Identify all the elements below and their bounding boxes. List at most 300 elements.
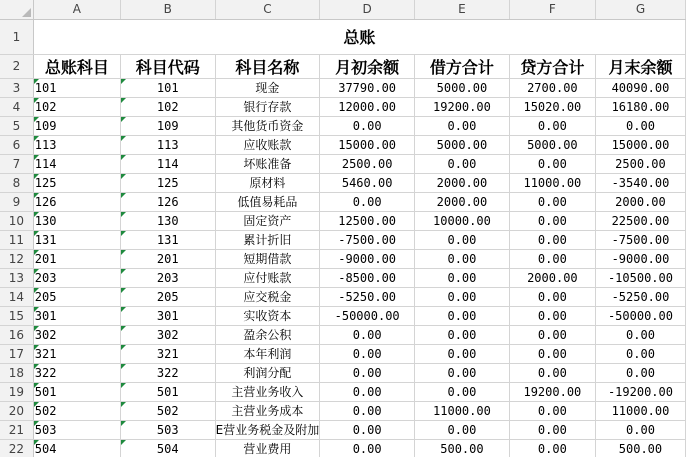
- cell-credit-total[interactable]: [509, 116, 595, 135]
- cell-code[interactable]: [120, 382, 215, 401]
- cell-closing-balance-value: 0.00: [626, 365, 655, 380]
- cell-opening-balance-value: -8500.00: [338, 270, 397, 285]
- row-header[interactable]: 19: [0, 382, 33, 401]
- cell-account-name-value: 低值易耗品: [237, 195, 298, 209]
- cell-debit-total[interactable]: [415, 382, 510, 401]
- cell-code-value: 503: [156, 422, 179, 437]
- cell-account[interactable]: [33, 173, 120, 192]
- cell-code[interactable]: [120, 230, 215, 249]
- cell-opening-balance[interactable]: [320, 382, 415, 401]
- cell-account-name-value: 短期借款: [243, 252, 292, 266]
- cell-closing-balance-value: -19200.00: [607, 384, 673, 399]
- row-header[interactable]: 8: [0, 173, 33, 192]
- cell-debit-total[interactable]: [415, 97, 510, 116]
- cell-opening-balance[interactable]: [320, 211, 415, 230]
- cell-credit-total[interactable]: [509, 154, 595, 173]
- cell-credit-total[interactable]: [509, 401, 595, 420]
- cell-code-value: 130: [156, 213, 179, 228]
- cell-account-name[interactable]: [215, 363, 320, 382]
- column-header-f[interactable]: F: [509, 0, 595, 19]
- cell-account-value: 125: [34, 175, 57, 190]
- cell-closing-balance[interactable]: [595, 154, 685, 173]
- cell-account[interactable]: [33, 306, 120, 325]
- select-all-icon: [22, 8, 31, 17]
- cell-opening-balance[interactable]: [320, 192, 415, 211]
- cell-account-value: 301: [34, 308, 57, 323]
- cell-code-value: 321: [156, 346, 179, 361]
- row-header[interactable]: 14: [0, 287, 33, 306]
- cell-account-name-value: 其他货币资金: [231, 119, 304, 133]
- cell-code-value: 322: [156, 365, 179, 380]
- cell-account-name[interactable]: [215, 78, 320, 97]
- cell-opening-balance[interactable]: [320, 135, 415, 154]
- cell-closing-balance[interactable]: [595, 306, 685, 325]
- cell-account-name[interactable]: [215, 420, 320, 439]
- cell-credit-total[interactable]: [509, 439, 595, 457]
- cell-closing-balance[interactable]: [595, 249, 685, 268]
- cell-debit-total[interactable]: [415, 116, 510, 135]
- cell-debit-total[interactable]: [415, 420, 510, 439]
- error-indicator-icon: [121, 193, 126, 198]
- cell-account-value: 130: [34, 213, 57, 228]
- cell-closing-balance[interactable]: [595, 173, 685, 192]
- row-header[interactable]: 20: [0, 401, 33, 420]
- cell-opening-balance-value: -5250.00: [338, 289, 397, 304]
- cell-opening-balance-value: 0.00: [352, 365, 382, 380]
- row-header[interactable]: 17: [0, 344, 33, 363]
- cell-account[interactable]: [33, 401, 120, 420]
- cell-closing-balance[interactable]: [595, 439, 685, 457]
- cell-account-value: 321: [34, 346, 57, 361]
- cell-account-name-value: E营业务税金及附加: [215, 423, 320, 437]
- error-indicator-icon: [121, 136, 126, 141]
- cell-opening-balance[interactable]: [320, 230, 415, 249]
- cell-closing-balance[interactable]: [595, 420, 685, 439]
- error-indicator-icon: [121, 288, 126, 293]
- cell-credit-total[interactable]: [509, 287, 595, 306]
- cell-closing-balance-value: 0.00: [626, 327, 655, 342]
- select-all-corner[interactable]: [0, 0, 33, 19]
- cell-account-name-value: 盈余公积: [243, 328, 292, 342]
- cell-code[interactable]: [120, 344, 215, 363]
- cell-credit-total-value: 2700.00: [527, 80, 578, 95]
- table-row: [0, 363, 686, 382]
- cell-account-value: 205: [34, 289, 57, 304]
- cell-debit-total[interactable]: [415, 192, 510, 211]
- cell-credit-total-value: 0.00: [537, 232, 567, 247]
- cell-credit-total[interactable]: [509, 97, 595, 116]
- cell-credit-total[interactable]: [509, 211, 595, 230]
- cell-account-name[interactable]: [215, 382, 320, 401]
- cell-credit-total[interactable]: [509, 78, 595, 97]
- cell-credit-total[interactable]: [509, 344, 595, 363]
- cell-code[interactable]: [120, 211, 215, 230]
- error-indicator-icon: [121, 326, 126, 331]
- row-header[interactable]: 5: [0, 116, 33, 135]
- cell-closing-balance-value: -3540.00: [611, 175, 670, 190]
- cell-closing-balance[interactable]: [595, 382, 685, 401]
- cell-opening-balance[interactable]: [320, 268, 415, 287]
- cell-code[interactable]: [120, 287, 215, 306]
- cell-account[interactable]: [33, 78, 120, 97]
- error-indicator-icon: [34, 155, 39, 160]
- table-row: [0, 249, 686, 268]
- cell-closing-balance-value: 2500.00: [615, 156, 666, 171]
- cell-closing-balance[interactable]: [595, 192, 685, 211]
- cell-opening-balance[interactable]: [320, 116, 415, 135]
- cell-opening-balance[interactable]: [320, 249, 415, 268]
- cell-code[interactable]: [120, 97, 215, 116]
- cell-credit-total-value: 0.00: [537, 251, 567, 266]
- cell-opening-balance[interactable]: [320, 363, 415, 382]
- cell-closing-balance-value: 0.00: [626, 422, 655, 437]
- row-header[interactable]: 22: [0, 439, 33, 457]
- row-header[interactable]: 2: [0, 54, 33, 78]
- row-header[interactable]: 13: [0, 268, 33, 287]
- cell-credit-total[interactable]: [509, 192, 595, 211]
- cell-code[interactable]: [120, 268, 215, 287]
- cell-debit-total-value: 0.00: [447, 365, 477, 380]
- cell-debit-total[interactable]: [415, 230, 510, 249]
- cell-opening-balance[interactable]: [320, 344, 415, 363]
- cell-credit-total[interactable]: [509, 363, 595, 382]
- cell-account-name-value: 坏账准备: [243, 157, 292, 171]
- error-indicator-icon: [121, 269, 126, 274]
- cell-code-value: 301: [156, 308, 179, 323]
- column-header-a[interactable]: A: [33, 0, 120, 19]
- cell-account-name[interactable]: [215, 211, 320, 230]
- cell-code[interactable]: [120, 116, 215, 135]
- header-cell-code[interactable]: 科目代码: [120, 54, 215, 78]
- cell-account-name[interactable]: [215, 325, 320, 344]
- table-row: [0, 135, 686, 154]
- cell-credit-total-value: 0.00: [537, 289, 567, 304]
- cell-opening-balance-value: 2500.00: [341, 156, 393, 171]
- cell-account-name[interactable]: [215, 230, 320, 249]
- cell-account-name-value: 累计折旧: [243, 233, 292, 247]
- cell-debit-total-value: 19200.00: [433, 99, 491, 114]
- table-row: [0, 420, 686, 439]
- error-indicator-icon: [34, 326, 39, 331]
- cell-account-name-value: 主营业务收入: [231, 385, 304, 399]
- cell-credit-total-value: 5000.00: [527, 137, 578, 152]
- cell-code-value: 502: [156, 403, 179, 418]
- cell-code-value: 101: [156, 80, 179, 95]
- cell-debit-total-value: 10000.00: [433, 213, 491, 228]
- table-row: [0, 97, 686, 116]
- row-header[interactable]: 7: [0, 154, 33, 173]
- cell-account-value: 101: [34, 80, 57, 95]
- cell-account[interactable]: [33, 154, 120, 173]
- cell-closing-balance[interactable]: [595, 268, 685, 287]
- row-header[interactable]: 6: [0, 135, 33, 154]
- cell-account[interactable]: [33, 420, 120, 439]
- cell-code[interactable]: [120, 192, 215, 211]
- header-cell-debit-total[interactable]: 借方合计: [415, 54, 510, 78]
- cell-account-name-value: 利润分配: [243, 366, 292, 380]
- cell-credit-total[interactable]: [509, 268, 595, 287]
- cell-closing-balance[interactable]: [595, 135, 685, 154]
- cell-code-value: 109: [156, 118, 179, 133]
- cell-opening-balance[interactable]: [320, 97, 415, 116]
- column-header-b[interactable]: B: [120, 0, 215, 19]
- row-header[interactable]: 18: [0, 363, 33, 382]
- cell-account-name[interactable]: [215, 306, 320, 325]
- cell-code[interactable]: [120, 401, 215, 420]
- table-row: [0, 287, 686, 306]
- cell-account-name[interactable]: [215, 268, 320, 287]
- cell-closing-balance[interactable]: [595, 230, 685, 249]
- cell-closing-balance-value: 11000.00: [611, 403, 670, 418]
- cell-account-name[interactable]: [215, 173, 320, 192]
- cell-account-name[interactable]: [215, 344, 320, 363]
- error-indicator-icon: [34, 174, 39, 179]
- cell-debit-total[interactable]: [415, 401, 510, 420]
- cell-closing-balance[interactable]: [595, 401, 685, 420]
- header-cell-name[interactable]: 科目名称: [215, 54, 320, 78]
- table-row: [0, 230, 686, 249]
- cell-code-value: 102: [156, 99, 179, 114]
- cell-code[interactable]: [120, 78, 215, 97]
- cell-opening-balance-value: 37790.00: [338, 80, 397, 95]
- row-header[interactable]: 4: [0, 97, 33, 116]
- cell-account-name-value: 本年利润: [243, 347, 292, 361]
- table-row: [0, 268, 686, 287]
- cell-account[interactable]: [33, 325, 120, 344]
- cell-debit-total[interactable]: [415, 344, 510, 363]
- cell-account-name[interactable]: [215, 192, 320, 211]
- cell-opening-balance-value: 0.00: [352, 194, 382, 209]
- cell-opening-balance-value: 0.00: [352, 441, 382, 456]
- cell-closing-balance[interactable]: [595, 344, 685, 363]
- cell-code[interactable]: [120, 154, 215, 173]
- cell-debit-total[interactable]: [415, 173, 510, 192]
- cell-debit-total[interactable]: [415, 154, 510, 173]
- cell-debit-total[interactable]: [415, 135, 510, 154]
- cell-debit-total[interactable]: [415, 363, 510, 382]
- cell-account[interactable]: [33, 382, 120, 401]
- cell-account-name[interactable]: [215, 287, 320, 306]
- cell-debit-total[interactable]: [415, 287, 510, 306]
- cell-account[interactable]: [33, 287, 120, 306]
- cell-account-name[interactable]: [215, 135, 320, 154]
- header-cell-closing-balance[interactable]: 月末余额: [595, 54, 685, 78]
- cell-credit-total[interactable]: [509, 325, 595, 344]
- row-header[interactable]: 15: [0, 306, 33, 325]
- error-indicator-icon: [34, 421, 39, 426]
- cell-debit-total-value: 0.00: [447, 118, 477, 133]
- error-indicator-icon: [34, 269, 39, 274]
- cell-opening-balance-value: -9000.00: [338, 251, 397, 266]
- cell-credit-total[interactable]: [509, 382, 595, 401]
- cell-opening-balance[interactable]: [320, 78, 415, 97]
- row-header[interactable]: 9: [0, 192, 33, 211]
- error-indicator-icon: [121, 231, 126, 236]
- cell-opening-balance-value: 0.00: [352, 403, 382, 418]
- cell-credit-total[interactable]: [509, 306, 595, 325]
- cell-credit-total-value: 0.00: [537, 403, 567, 418]
- table-row: [0, 154, 686, 173]
- cell-opening-balance[interactable]: [320, 439, 415, 457]
- cell-account-name-value: 主营业务成本: [231, 404, 304, 418]
- cell-code[interactable]: [120, 306, 215, 325]
- cell-account[interactable]: [33, 135, 120, 154]
- cell-closing-balance[interactable]: [595, 363, 685, 382]
- cell-account-name[interactable]: [215, 249, 320, 268]
- cell-account-value: 102: [34, 99, 57, 114]
- cell-account[interactable]: [33, 363, 120, 382]
- cell-opening-balance-value: -7500.00: [338, 232, 397, 247]
- cell-credit-total-value: 19200.00: [523, 384, 582, 399]
- cell-account[interactable]: [33, 192, 120, 211]
- cell-debit-total[interactable]: [415, 306, 510, 325]
- cell-code[interactable]: [120, 420, 215, 439]
- cell-debit-total[interactable]: [415, 439, 510, 457]
- cell-closing-balance-value: 22500.00: [611, 213, 670, 228]
- column-header-e[interactable]: E: [415, 0, 510, 19]
- cell-code-value: 302: [156, 327, 179, 342]
- sheet-title-cell[interactable]: 总账: [33, 19, 685, 54]
- cell-closing-balance-value: 0.00: [626, 346, 655, 361]
- cell-credit-total[interactable]: [509, 420, 595, 439]
- cell-debit-total-value: 0.00: [447, 346, 477, 361]
- error-indicator-icon: [34, 250, 39, 255]
- table-row: [0, 173, 686, 192]
- cell-debit-total[interactable]: [415, 211, 510, 230]
- cell-credit-total[interactable]: [509, 173, 595, 192]
- row-header[interactable]: 21: [0, 420, 33, 439]
- cell-account[interactable]: [33, 268, 120, 287]
- table-row: [0, 211, 686, 230]
- error-indicator-icon: [121, 402, 126, 407]
- cell-closing-balance[interactable]: [595, 211, 685, 230]
- error-indicator-icon: [34, 307, 39, 312]
- cell-closing-balance-value: 2000.00: [615, 194, 666, 209]
- cell-closing-balance[interactable]: [595, 78, 685, 97]
- cell-account-name-value: 实收资本: [243, 309, 292, 323]
- cell-opening-balance[interactable]: [320, 173, 415, 192]
- cell-closing-balance[interactable]: [595, 97, 685, 116]
- cell-credit-total[interactable]: [509, 249, 595, 268]
- cell-code[interactable]: [120, 439, 215, 457]
- cell-code-value: 113: [156, 137, 179, 152]
- row-header[interactable]: 1: [0, 19, 33, 54]
- cell-account-name[interactable]: [215, 401, 320, 420]
- cell-debit-total[interactable]: [415, 78, 510, 97]
- cell-code[interactable]: [120, 363, 215, 382]
- cell-credit-total[interactable]: [509, 135, 595, 154]
- cell-code[interactable]: [120, 325, 215, 344]
- error-indicator-icon: [34, 440, 39, 445]
- cell-account-value: 503: [34, 422, 57, 437]
- error-indicator-icon: [121, 250, 126, 255]
- error-indicator-icon: [121, 212, 126, 217]
- cell-account-name[interactable]: [215, 439, 320, 457]
- column-header-c[interactable]: C: [215, 0, 320, 19]
- column-header-g[interactable]: G: [595, 0, 685, 19]
- row-header[interactable]: 12: [0, 249, 33, 268]
- cell-debit-total-value: 2000.00: [436, 175, 488, 190]
- cell-credit-total-value: 0.00: [537, 327, 567, 342]
- cell-account-value: 501: [34, 384, 57, 399]
- cell-credit-total-value: 0.00: [537, 156, 567, 171]
- row-header[interactable]: 11: [0, 230, 33, 249]
- header-cell-credit-total[interactable]: 贷方合计: [509, 54, 595, 78]
- cell-account[interactable]: [33, 249, 120, 268]
- cell-opening-balance[interactable]: [320, 420, 415, 439]
- row-header[interactable]: 3: [0, 78, 33, 97]
- cell-closing-balance[interactable]: [595, 116, 685, 135]
- cell-account[interactable]: [33, 230, 120, 249]
- error-indicator-icon: [34, 117, 39, 122]
- cell-code[interactable]: [120, 135, 215, 154]
- cell-debit-total-value: 0.00: [447, 289, 477, 304]
- cell-debit-total-value: 0.00: [447, 156, 477, 171]
- cell-account-value: 201: [34, 251, 57, 266]
- cell-debit-total-value: 0.00: [447, 270, 477, 285]
- cell-opening-balance[interactable]: [320, 401, 415, 420]
- cell-opening-balance-value: -50000.00: [334, 308, 400, 323]
- cell-credit-total-value: 0.00: [537, 365, 567, 380]
- cell-opening-balance[interactable]: [320, 306, 415, 325]
- cell-account[interactable]: [33, 439, 120, 457]
- cell-opening-balance[interactable]: [320, 154, 415, 173]
- cell-credit-total[interactable]: [509, 230, 595, 249]
- cell-code[interactable]: [120, 173, 215, 192]
- cell-account-value: 113: [34, 137, 57, 152]
- cell-account-name[interactable]: [215, 154, 320, 173]
- cell-account[interactable]: [33, 116, 120, 135]
- cell-credit-total-value: 0.00: [537, 308, 567, 323]
- cell-debit-total[interactable]: [415, 325, 510, 344]
- cell-closing-balance-value: -50000.00: [607, 308, 673, 323]
- cell-credit-total-value: 0.00: [537, 441, 567, 456]
- cell-account-name[interactable]: [215, 97, 320, 116]
- cell-opening-balance[interactable]: [320, 287, 415, 306]
- cell-account[interactable]: [33, 211, 120, 230]
- table-row: [0, 382, 686, 401]
- header-cell-account[interactable]: 总账科目: [33, 54, 120, 78]
- cell-closing-balance-value: 15000.00: [611, 137, 670, 152]
- cell-debit-total-value: 0.00: [447, 327, 477, 342]
- column-header-d[interactable]: D: [320, 0, 415, 19]
- cell-opening-balance[interactable]: [320, 325, 415, 344]
- cell-account-name-value: 银行存款: [243, 100, 292, 114]
- cell-account[interactable]: [33, 97, 120, 116]
- cell-code[interactable]: [120, 249, 215, 268]
- cell-account[interactable]: [33, 344, 120, 363]
- cell-code-value: 501: [156, 384, 179, 399]
- cell-closing-balance[interactable]: [595, 287, 685, 306]
- cell-closing-balance[interactable]: [595, 325, 685, 344]
- cell-account-name[interactable]: [215, 116, 320, 135]
- row-header[interactable]: 10: [0, 211, 33, 230]
- table-row: [0, 306, 686, 325]
- cell-opening-balance-value: 0.00: [352, 384, 382, 399]
- cell-credit-total-value: 0.00: [537, 194, 567, 209]
- error-indicator-icon: [121, 307, 126, 312]
- cell-code-value: 203: [156, 270, 179, 285]
- cell-credit-total-value: 15020.00: [523, 99, 582, 114]
- cell-code-value: 504: [156, 441, 179, 456]
- cell-closing-balance-value: -10500.00: [607, 270, 673, 285]
- cell-credit-total-value: 11000.00: [523, 175, 582, 190]
- cell-debit-total[interactable]: [415, 249, 510, 268]
- row-header[interactable]: 16: [0, 325, 33, 344]
- cell-debit-total[interactable]: [415, 268, 510, 287]
- cell-opening-balance-value: 12500.00: [338, 213, 397, 228]
- header-cell-opening-balance[interactable]: 月初余额: [320, 54, 415, 78]
